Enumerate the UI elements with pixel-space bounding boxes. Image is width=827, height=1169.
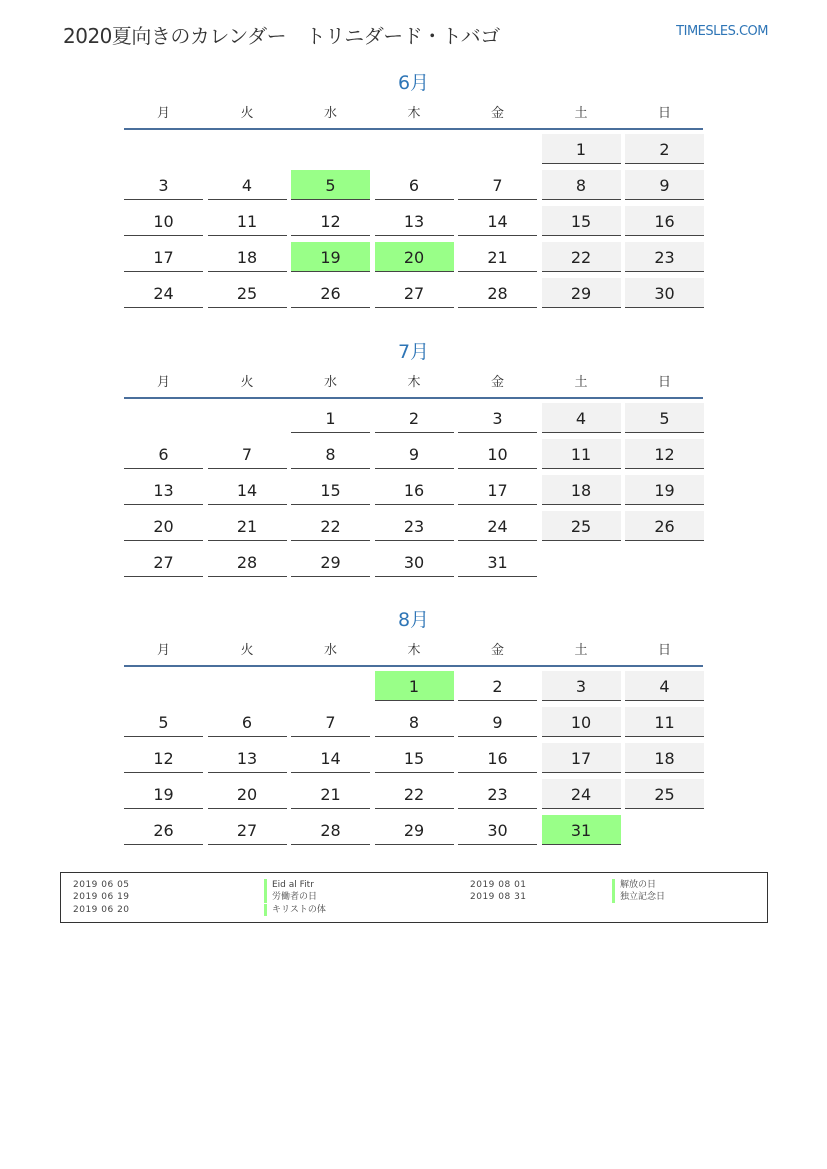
day-cell: 19 [124, 779, 203, 809]
day-cell: 15 [375, 743, 454, 773]
legend-date: 2019 06 05 [73, 880, 130, 890]
weekday-label: 土 [574, 106, 588, 121]
day-cell: 15 [542, 206, 621, 236]
day-cell: 16 [625, 206, 704, 236]
legend-holiday-name: Eid al Fitr [264, 879, 314, 891]
day-cell: 27 [124, 547, 203, 577]
day-cell: 2 [375, 403, 454, 433]
day-cell: 9 [375, 439, 454, 469]
day-cell: 23 [458, 779, 537, 809]
day-cell: 26 [124, 815, 203, 845]
weekday-label: 月 [156, 375, 170, 390]
day-cell: 6 [124, 439, 203, 469]
day-cell: 22 [291, 511, 370, 541]
day-cell: 27 [208, 815, 287, 845]
day-cell: 5 [124, 707, 203, 737]
day-cell: 27 [375, 278, 454, 308]
day-cell: 21 [208, 511, 287, 541]
weekday-label: 日 [657, 106, 671, 121]
holiday-day-cell: 19 [291, 242, 370, 272]
day-grid [124, 403, 703, 583]
day-cell: 9 [458, 707, 537, 737]
day-cell: 14 [208, 475, 287, 505]
weekday-label: 月 [156, 106, 170, 121]
day-cell: 7 [291, 707, 370, 737]
day-cell: 29 [291, 547, 370, 577]
day-cell: 26 [291, 278, 370, 308]
day-cell: 12 [625, 439, 704, 469]
day-cell: 26 [625, 511, 704, 541]
day-cell: 28 [458, 278, 537, 308]
day-cell: 21 [291, 779, 370, 809]
legend-holiday-name: 独立記念日 [612, 891, 665, 903]
legend-holiday-name: キリストの体 [264, 904, 326, 916]
legend-holiday-name: 労働者の日 [264, 891, 317, 903]
weekday-label: 火 [240, 375, 254, 390]
day-cell: 13 [375, 206, 454, 236]
weekday-label: 水 [323, 106, 337, 121]
day-cell: 14 [291, 743, 370, 773]
day-cell: 24 [458, 511, 537, 541]
weekday-label: 水 [323, 375, 337, 390]
holiday-day-cell: 20 [375, 242, 454, 272]
day-cell: 18 [625, 743, 704, 773]
legend-holiday-name: 解放の日 [612, 879, 656, 891]
weekday-label: 金 [490, 375, 504, 390]
weekday-header [124, 365, 703, 399]
day-cell: 16 [458, 743, 537, 773]
day-cell: 20 [208, 779, 287, 809]
day-cell: 3 [124, 170, 203, 200]
weekday-label: 火 [240, 643, 254, 658]
day-cell: 14 [458, 206, 537, 236]
weekday-header [124, 633, 703, 667]
day-cell: 16 [375, 475, 454, 505]
day-cell: 10 [458, 439, 537, 469]
day-cell: 8 [542, 170, 621, 200]
day-cell: 3 [458, 403, 537, 433]
legend-date: 2019 06 19 [73, 892, 130, 902]
day-cell: 29 [375, 815, 454, 845]
holiday-day-cell: 5 [291, 170, 370, 200]
day-cell: 25 [625, 779, 704, 809]
month-title: 7月 [397, 341, 430, 363]
day-cell: 17 [124, 242, 203, 272]
legend-date: 2019 08 31 [470, 892, 527, 902]
day-cell: 25 [542, 511, 621, 541]
day-grid [124, 671, 703, 851]
weekday-label: 日 [657, 375, 671, 390]
month-july [124, 339, 703, 583]
day-cell: 28 [208, 547, 287, 577]
day-cell: 8 [375, 707, 454, 737]
holiday-day-cell: 31 [542, 815, 621, 845]
day-cell: 1 [542, 134, 621, 164]
legend-date: 2019 08 01 [470, 880, 527, 890]
day-cell: 12 [124, 743, 203, 773]
day-cell: 5 [625, 403, 704, 433]
day-cell: 18 [208, 242, 287, 272]
weekday-label: 木 [407, 643, 421, 658]
weekday-label: 日 [657, 643, 671, 658]
month-august [124, 607, 703, 851]
day-cell: 24 [542, 779, 621, 809]
day-cell: 11 [625, 707, 704, 737]
weekday-label: 土 [574, 643, 588, 658]
weekday-label: 木 [407, 375, 421, 390]
page-title: 2020夏向きのカレンダー トリニダード・トバゴ [63, 24, 500, 48]
day-cell: 10 [124, 206, 203, 236]
day-cell: 24 [124, 278, 203, 308]
day-cell: 9 [625, 170, 704, 200]
legend-date: 2019 06 20 [73, 905, 130, 915]
day-cell: 25 [208, 278, 287, 308]
day-cell: 12 [291, 206, 370, 236]
weekday-label: 火 [240, 106, 254, 121]
day-cell: 31 [458, 547, 537, 577]
day-cell: 15 [291, 475, 370, 505]
day-cell: 22 [375, 779, 454, 809]
month-title: 8月 [397, 609, 430, 631]
day-cell: 11 [542, 439, 621, 469]
day-cell: 18 [542, 475, 621, 505]
day-cell: 21 [458, 242, 537, 272]
day-cell: 7 [458, 170, 537, 200]
weekday-label: 金 [490, 106, 504, 121]
day-cell: 10 [542, 707, 621, 737]
holiday-day-cell: 1 [375, 671, 454, 701]
day-cell: 13 [124, 475, 203, 505]
weekday-label: 木 [407, 106, 421, 121]
weekday-label: 金 [490, 643, 504, 658]
day-cell: 30 [375, 547, 454, 577]
day-cell: 19 [625, 475, 704, 505]
day-cell: 30 [458, 815, 537, 845]
day-cell: 23 [375, 511, 454, 541]
day-cell: 1 [291, 403, 370, 433]
month-june [124, 70, 703, 314]
day-cell: 17 [458, 475, 537, 505]
day-cell: 29 [542, 278, 621, 308]
brand-logo[interactable]: TIMESLES.COM [676, 24, 768, 39]
day-grid [124, 134, 703, 314]
day-cell: 8 [291, 439, 370, 469]
weekday-header [124, 96, 703, 130]
day-cell: 17 [542, 743, 621, 773]
day-cell: 4 [208, 170, 287, 200]
day-cell: 4 [625, 671, 704, 701]
day-cell: 30 [625, 278, 704, 308]
weekday-label: 土 [574, 375, 588, 390]
day-cell: 7 [208, 439, 287, 469]
day-cell: 2 [458, 671, 537, 701]
day-cell: 3 [542, 671, 621, 701]
day-cell: 23 [625, 242, 704, 272]
day-cell: 2 [625, 134, 704, 164]
day-cell: 6 [375, 170, 454, 200]
day-cell: 6 [208, 707, 287, 737]
day-cell: 20 [124, 511, 203, 541]
day-cell: 11 [208, 206, 287, 236]
holiday-legend [60, 872, 768, 923]
day-cell: 28 [291, 815, 370, 845]
day-cell: 13 [208, 743, 287, 773]
weekday-label: 月 [156, 643, 170, 658]
day-cell: 4 [542, 403, 621, 433]
month-title: 6月 [397, 72, 430, 94]
weekday-label: 水 [323, 643, 337, 658]
day-cell: 22 [542, 242, 621, 272]
